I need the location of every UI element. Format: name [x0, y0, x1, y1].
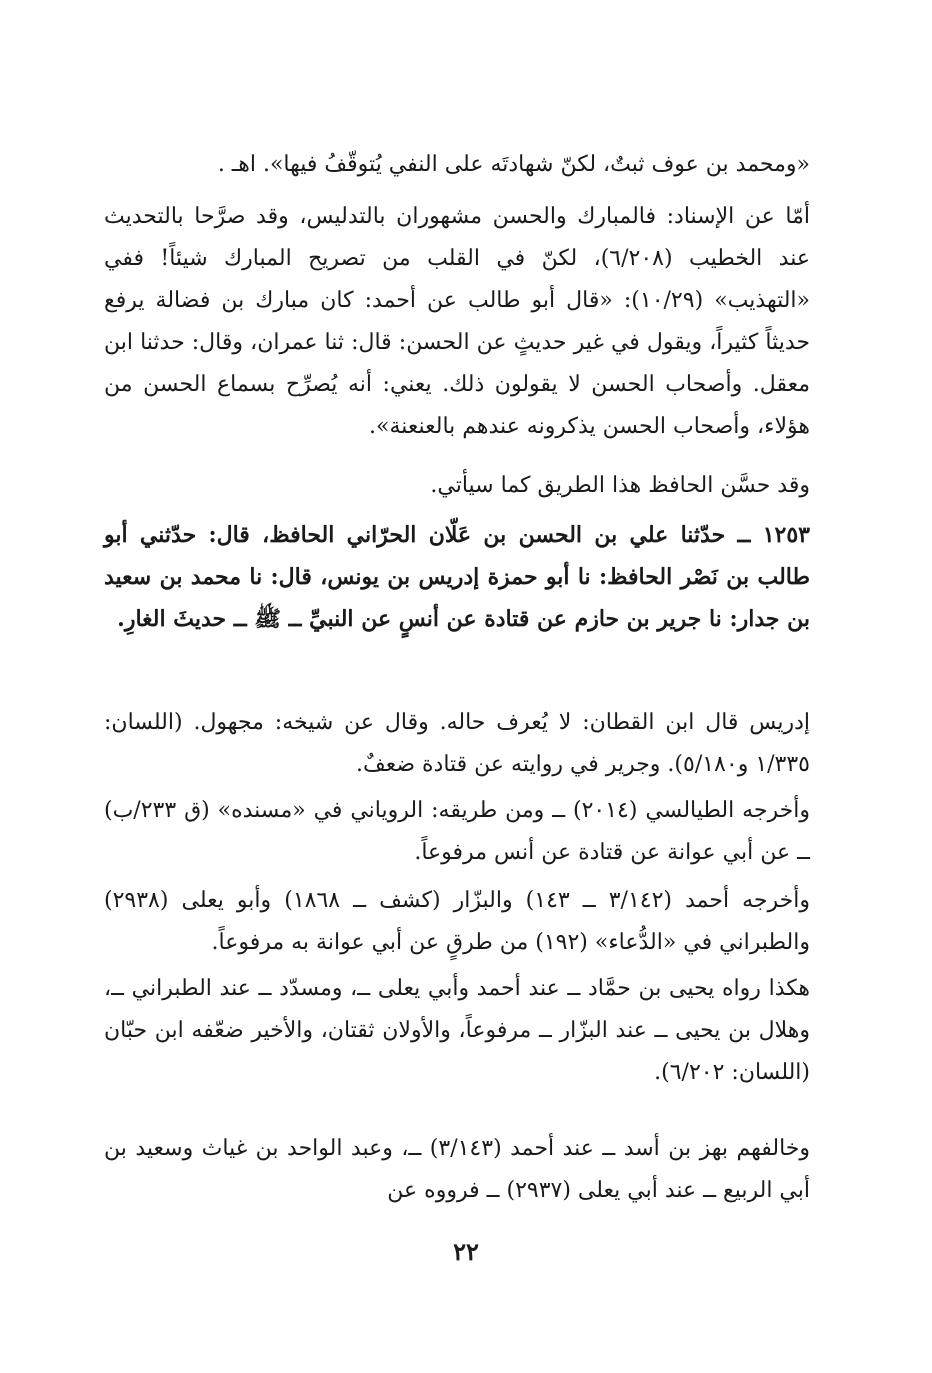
hadith-text: ١٢٥٣ ــ حدّثنا علي بن الحسن بن عَلّان الحرّاني الحافظ، قال: حدّثني أبو طالب بن نَصْر الحافظ: نا أبو حمزة إدريس بن يونس، قال: نا محمد بن سعيد بن جدار: نا جرير بن حازم عن قتادة عن أنسٍ عن النبيِّ ــ ﷺ ــ حديثَ الغارِ. [104, 522, 810, 632]
paragraph-9 [104, 1128, 810, 1212]
paragraph-6 [104, 790, 810, 874]
paragraph-text: وأخرجه الطيالسي (٢٠١٤) ــ ومن طريقه: الروياني في «مسنده» (ق ٢٣٣/ب) ــ عن أبي عوانة عن قتادة عن أنس مرفوعاً. [104, 798, 810, 865]
paragraph-text: إدريس قال ابن القطان: لا يُعرف حاله. وقال عن شيخه: مجهول. (اللسان: ١/٣٣٥ و٥/١٨٠). وجرير في روايته عن قتادة ضعفٌ. [104, 710, 810, 777]
paragraph-text: «ومحمد بن عوف ثبتٌ، لكنّ شهادتَه على النفي يُتوقّفُ فيها». اهـ . [217, 152, 810, 177]
paragraph-text: هكذا رواه يحيى بن حمَّاد ــ عند أحمد وأبي يعلى ــ، ومسدّد ــ عند الطبراني ــ، وهلال بن يحيى ــ عند البزّار ــ مرفوعاً، والأولان ثقتان، والأخير ضعّفه ابن حبّان (اللسان: ٦/٢٠٢). [104, 976, 810, 1085]
paragraph-7 [104, 880, 810, 964]
paragraph-text: أمّا عن الإسناد: فالمبارك والحسن مشهوران بالتدليس، وقد صرَّحا بالتحديث عند الخطيب (٦/٢٠٨)، لكنّ في القلب من تصريح المبارك شيئاً! ففي «التهذيب» (١٠/٢٩): «قال أبو طالب عن أحمد: كان مبارك بن فضالة يرفع حديثاً كثيراً، ويقول في غير حديثٍ عن الحسن: قال: ثنا عمران، وقال: حدثنا ابن معقل. وأصحاب الحسن لا يقولون ذلك. يعني: أنه يُصرِّح بسماع الحسن من هؤلاء، وأصحاب الحسن يذكرونه عندهم بالعنعنة». [104, 204, 810, 439]
paragraph-text: وقد حسَّن الحافظ هذا الطريق كما سيأتي. [430, 473, 810, 498]
paragraph-5 [104, 702, 810, 786]
paragraph-text: وأخرجه أحمد (٣/١٤٢ ــ ١٤٣) والبزّار (كشف ــ ١٨٦٨) وأبو يعلى (٢٩٣٨) والطبراني في «الدُّعاء» (١٩٢) من طرقٍ عن أبي عوانة به مرفوعاً. [104, 888, 810, 955]
hadith-1253 [104, 514, 810, 640]
paragraph-8 [104, 968, 810, 1094]
page-number: ٢٢ [453, 1237, 479, 1266]
paragraph-2 [104, 196, 810, 448]
paragraph-1 [104, 144, 810, 186]
paragraph-3 [104, 465, 810, 507]
paragraph-text: وخالفهم بهز بن أسد ــ عند أحمد (٣/١٤٣) ــ، وعبد الواحد بن غياث وسعيد بن أبي الربيع ــ عند أبي يعلى (٢٩٣٧) ــ فرووه عن [104, 1136, 810, 1203]
